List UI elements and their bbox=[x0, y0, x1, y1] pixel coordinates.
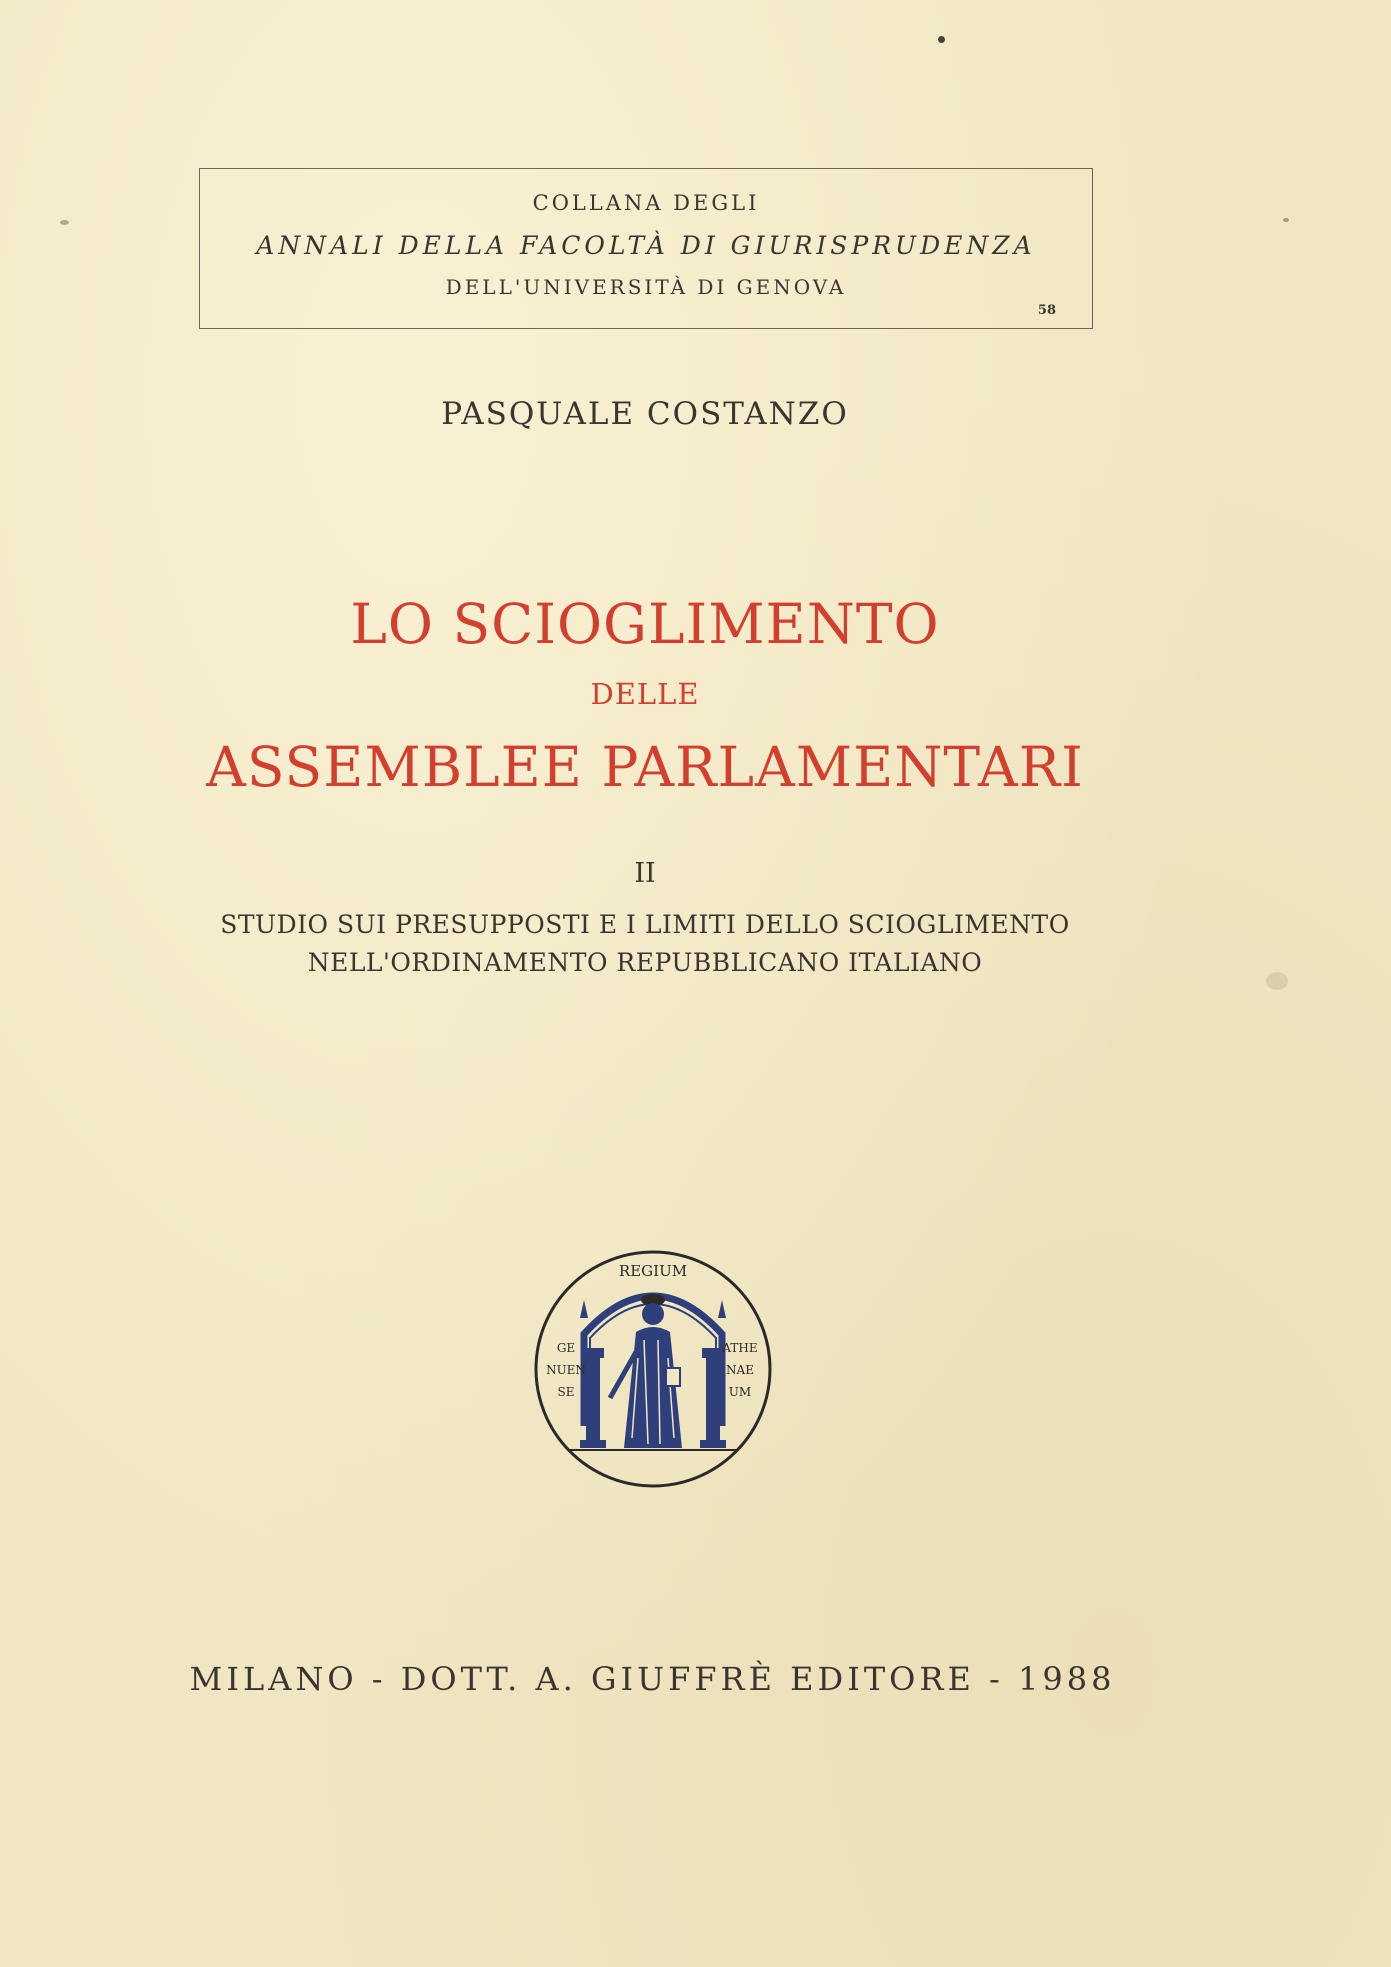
university-seal-icon bbox=[532, 1248, 774, 1490]
book-title-conjunction: DELLE bbox=[590, 677, 700, 711]
seal-text-top: REGIUM bbox=[618, 1262, 688, 1280]
series-title: COLLANA DEGLI bbox=[532, 191, 760, 215]
series-box bbox=[199, 168, 1093, 329]
seal-text-right: UM bbox=[728, 1385, 752, 1399]
paper-speck bbox=[60, 220, 69, 225]
series-university: DELL'UNIVERSITÀ DI GENOVA bbox=[445, 275, 847, 299]
seal-text-left: NUEN bbox=[546, 1363, 586, 1377]
series-number: 58 bbox=[1037, 303, 1056, 318]
book-title-main: LO SCIOGLIMENTO bbox=[350, 592, 940, 656]
seal-text-right: ATHE bbox=[722, 1341, 758, 1355]
paper-speck bbox=[1283, 218, 1289, 222]
paper-speck bbox=[938, 36, 945, 43]
series-name: ANNALI DELLA FACOLTÀ DI GIURISPRUDENZA bbox=[256, 231, 1036, 260]
volume-number: II bbox=[634, 858, 656, 889]
seal-text-left: SE bbox=[557, 1385, 575, 1399]
subtitle-line-1: STUDIO SUI PRESUPPOSTI E I LIMITI DELLO SCIOGLIMENTO bbox=[220, 910, 1070, 939]
seal-text-left: GE bbox=[556, 1341, 576, 1355]
author-name: PASQUALE COSTANZO bbox=[441, 396, 849, 432]
book-title-sub: ASSEMBLEE PARLAMENTARI bbox=[206, 735, 1084, 799]
seal-text-right: NAE bbox=[726, 1363, 754, 1377]
subtitle-line-2: NELL'ORDINAMENTO REPUBBLICANO ITALIANO bbox=[307, 948, 983, 977]
publisher-imprint: MILANO - DOTT. A. GIUFFRÈ EDITORE - 1988 bbox=[189, 1660, 1116, 1698]
